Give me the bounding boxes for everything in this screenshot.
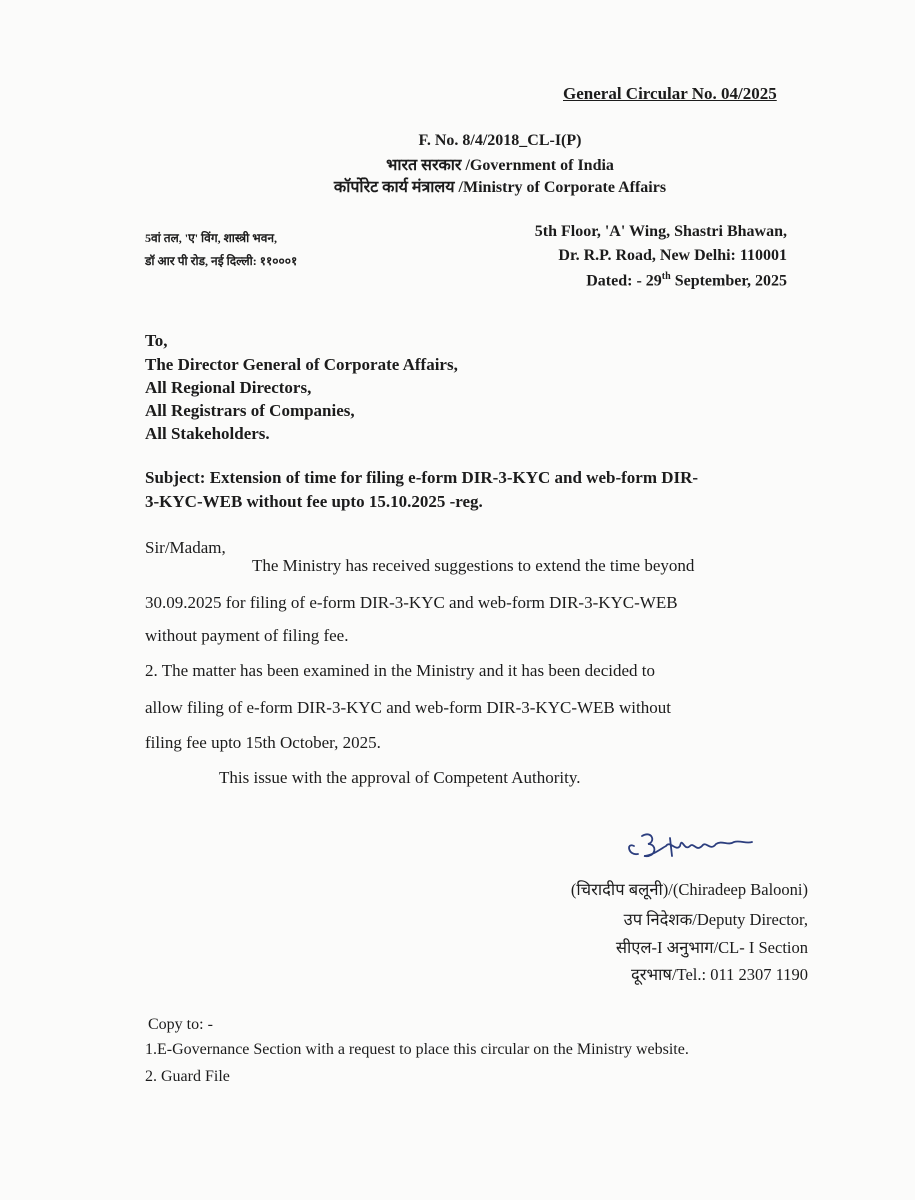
english-address-line-1: 5th Floor, 'A' Wing, Shastri Bhawan, — [534, 223, 787, 240]
ministry-name: कॉर्पोरेट कार्य मंत्रालय /Ministry of Corporate Affairs — [333, 179, 667, 196]
approval-line: This issue with the approval of Competent Authority. — [219, 768, 581, 787]
dated-suffix: September, 2025 — [670, 272, 787, 290]
signatory-section: सीएल-I अनुभाग/CL- I Section — [615, 938, 808, 957]
hindi-address-line-2: डॉ आर पी रोड, नई दिल्ली: ११०००१ — [145, 254, 298, 268]
recipient-4: All Stakeholders. — [145, 424, 270, 443]
dated-line — [586, 271, 787, 290]
para1-line-3: without payment of filing fee. — [145, 626, 349, 645]
signatory-telephone: दूरभाष/Tel.: 011 2307 1190 — [631, 965, 808, 984]
file-number: F. No. 8/4/2018_CL-I(P) — [418, 132, 582, 149]
government-name: भारत सरकार /Government of India — [386, 157, 614, 174]
para1-line-2: 30.09.2025 for filing of e-form DIR-3-KYC and web-form DIR-3-KYC-WEB — [145, 593, 678, 612]
copy-to-heading: Copy to: - — [148, 1016, 213, 1033]
recipient-2: All Regional Directors, — [145, 378, 312, 397]
dated-prefix: Dated: - 29 — [586, 272, 662, 290]
english-address-line-2: Dr. R.P. Road, New Delhi: 110001 — [558, 247, 787, 264]
subject-line-2: 3-KYC-WEB without fee upto 15.10.2025 -reg. — [145, 492, 483, 511]
dated-sup: th — [661, 271, 671, 282]
signature-scribble — [622, 826, 772, 866]
recipient-1: The Director General of Corporate Affairs, — [145, 355, 458, 374]
copy-to-item-1: 1.E-Governance Section with a request to place this circular on the Ministry website. — [145, 1041, 689, 1058]
to-label: To, — [145, 331, 168, 350]
copy-to-item-2: 2. Guard File — [145, 1068, 230, 1085]
salutation: Sir/Madam, — [145, 538, 226, 557]
signatory-designation: उप निदेशक/Deputy Director, — [623, 910, 808, 929]
recipient-3: All Registrars of Companies, — [145, 401, 355, 420]
para2-line-1: 2. The matter has been examined in the Ministry and it has been decided to — [145, 661, 656, 680]
hindi-address-line-1: 5वां तल, 'ए' विंग, शास्त्री भवन, — [145, 231, 278, 245]
signatory-name: (चिरादीप बलूनी)/(Chiradeep Balooni) — [570, 880, 808, 899]
para1-line-1: The Ministry has received suggestions to extend the time beyond — [252, 556, 695, 575]
subject-line-1: Subject: Extension of time for filing e-form DIR-3-KYC and web-form DIR- — [145, 468, 699, 487]
circular-number: General Circular No. 04/2025 — [563, 84, 777, 103]
para2-line-2: allow filing of e-form DIR-3-KYC and web-form DIR-3-KYC-WEB without — [145, 698, 671, 717]
para2-line-3: filing fee upto 15th October, 2025. — [145, 733, 381, 752]
